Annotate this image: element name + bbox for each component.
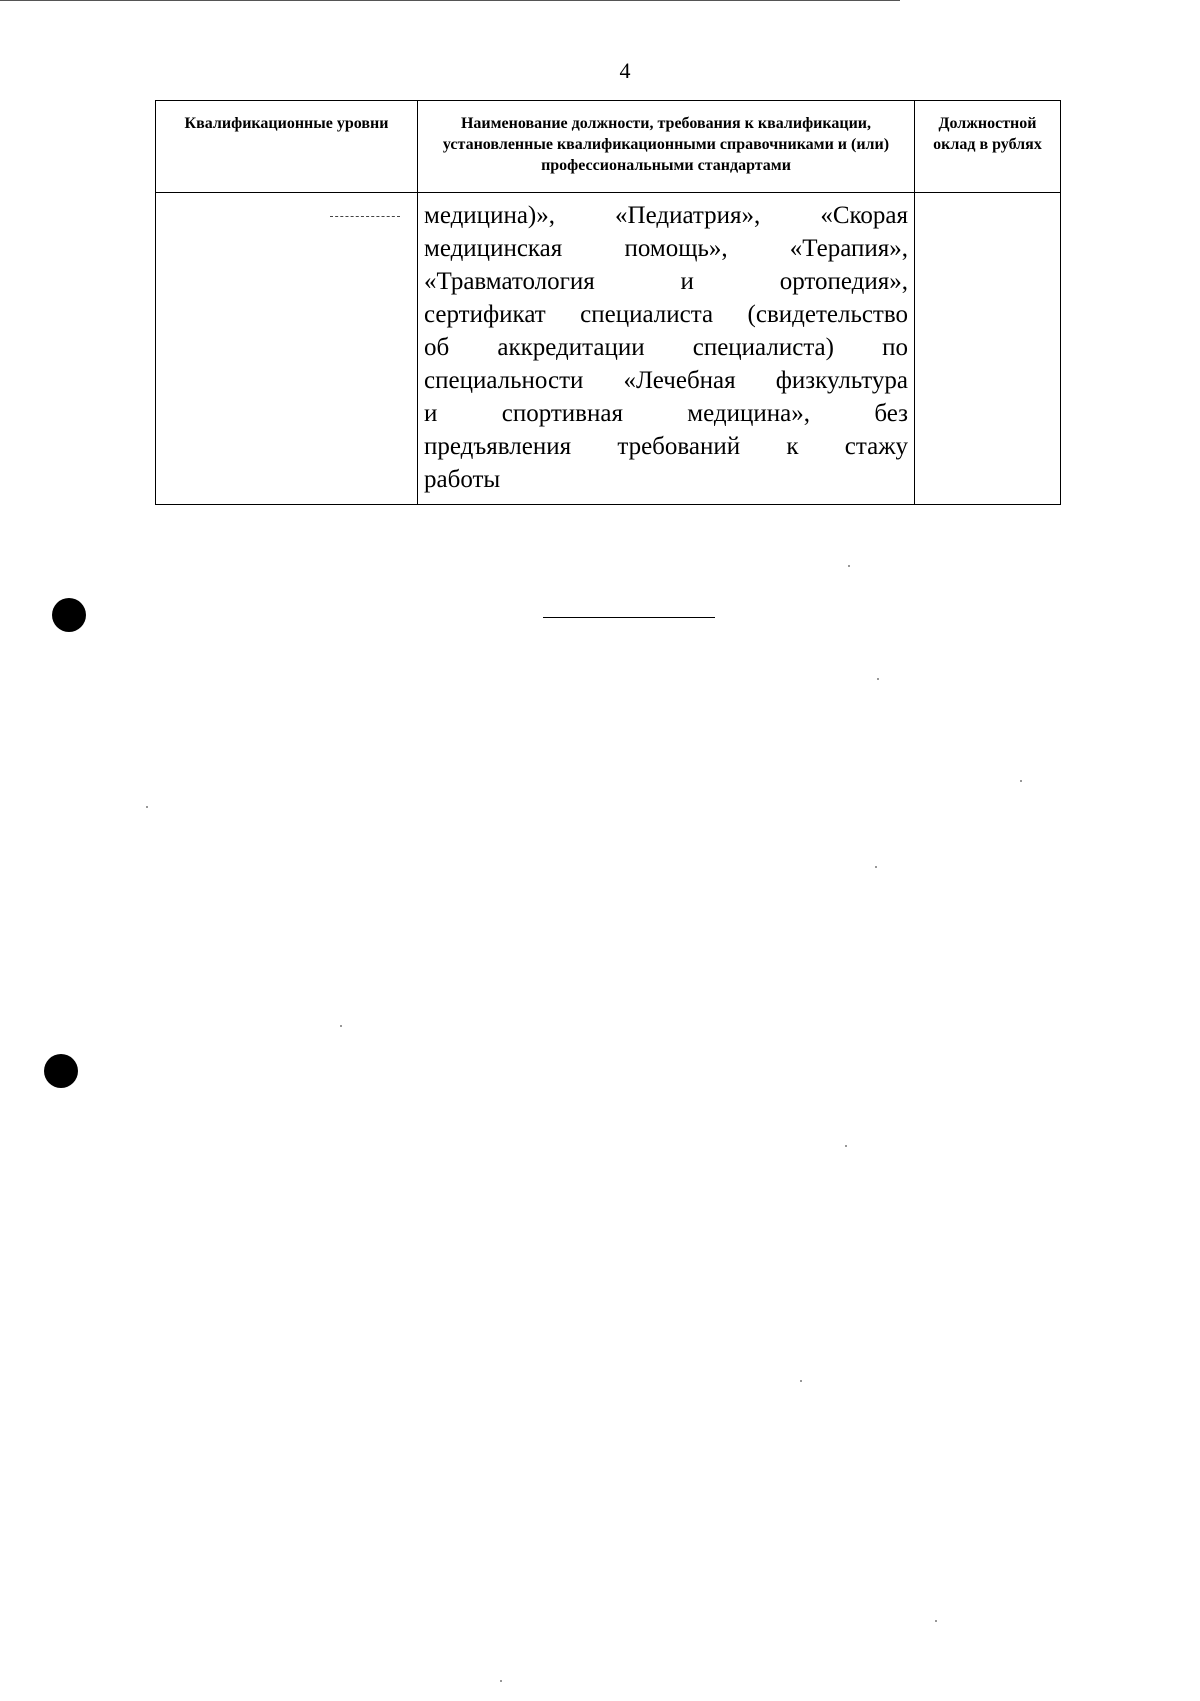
scan-speck [1020,780,1022,782]
cell-qualification-level [156,193,418,505]
scan-speck [848,565,850,567]
scan-top-edge-line [0,0,900,1]
scan-speck [340,1025,342,1027]
requirements-line: сертификат специалиста (свидетельство [424,301,908,328]
scan-speck [500,1680,502,1682]
scan-speck [875,866,877,868]
table-row [156,193,1061,505]
page-number: 4 [619,58,631,83]
requirements-line: работы [424,466,501,493]
scan-speck [935,1620,937,1622]
table-header-row [156,101,1061,193]
requirements-line: об аккредитации специалиста) по [424,334,908,361]
requirements-line: и спортивная медицина», без [424,400,908,427]
scan-dash-mark [330,216,400,217]
requirements-line: специальности «Лечебная физкультура [424,367,908,394]
requirements-line: «Травматология и ортопедия», [424,268,908,295]
header-position-requirements: Наименование должности, требования к квалификации, установленные квалификационными справочниками и (или) профессиональными стандартами [418,101,915,193]
requirements-line: медицинская помощь», «Терапия», [424,235,908,262]
end-separator-line [543,617,715,618]
scan-speck [877,678,879,680]
requirements-line: медицина)», «Педиатрия», «Скорая [424,202,908,229]
header-salary: Должностной оклад в рублях [915,101,1061,193]
punch-hole-mark [52,598,86,632]
scan-speck [800,1380,802,1382]
scan-speck [146,806,148,808]
cell-position-requirements [418,193,915,505]
header-qualification-levels: Квалификационные уровни [156,101,418,193]
qualification-table [155,100,1061,505]
requirements-line: предъявления требований к стажу [424,433,908,460]
scan-speck [845,1145,847,1147]
punch-hole-mark [44,1054,78,1088]
cell-salary [915,193,1061,505]
